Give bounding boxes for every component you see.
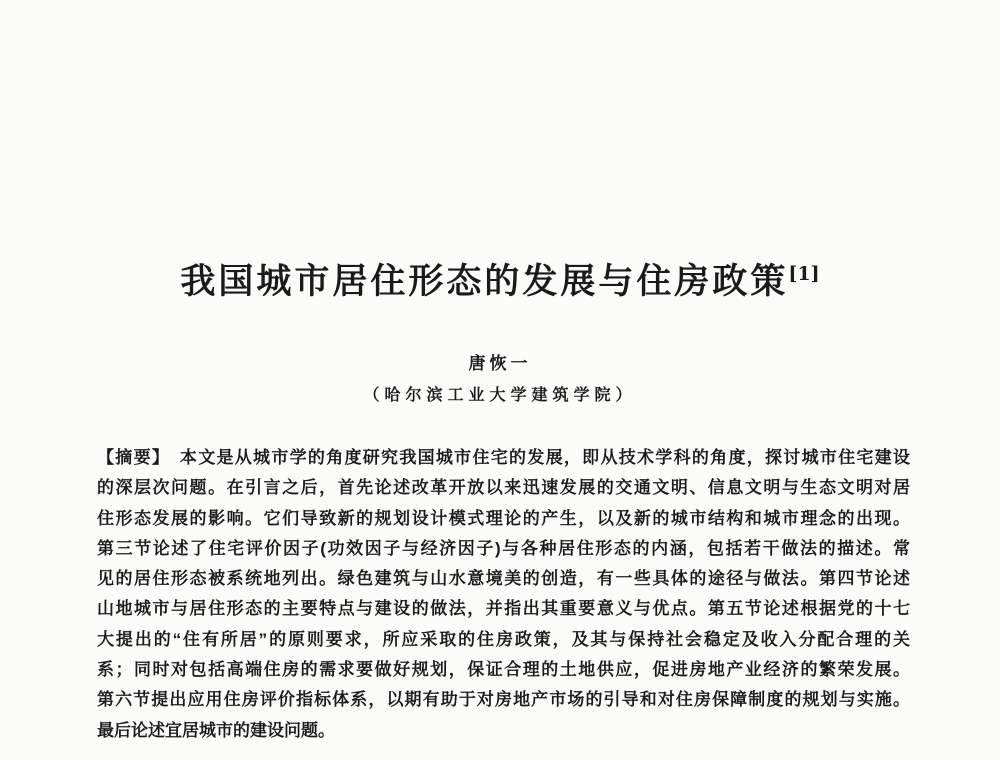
abstract-line: 大提出的“住有所居”的原则要求，所应采取的住房政策，及其与保持社会稳定及收入分配合理的关: [97, 629, 910, 649]
footnote-ref: [1]: [788, 263, 820, 285]
abstract-line: 第六节提出应用住房评价指标体系，以期有助于对房地产市场的引导和对住房保障制度的规划与实施。: [97, 690, 910, 710]
abstract-line: 第三节论述了住宅评价因子(功效因子与经济因子)与各种居住形态的内涵，包括若干做法的描述。常: [97, 538, 910, 558]
abstract-line: 住形态发展的影响。它们导致新的规划设计模式理论的产生，以及新的城市结构和城市理念的出现。: [97, 508, 910, 528]
abstract-line: 最后论述宜居城市的建设问题。: [97, 720, 335, 740]
abstract-line: 见的居住形态被系统地列出。绿色建筑与山水意境美的创造，有一些具体的途径与做法。第四节论述: [97, 569, 910, 589]
author-name: 唐恢一: [468, 354, 532, 373]
abstract-line: 的深层次问题。在引言之后，首先论述改革开放以来迅速发展的交通文明、信息文明与生态文明对居: [97, 478, 910, 498]
abstract-line: 山地城市与居住形态的主要特点与建设的做法，并指出其重要意义与优点。第五节论述根据党的十七: [97, 599, 910, 619]
title-text: 我国城市居住形态的发展与住房政策: [180, 262, 789, 301]
page-title: [0, 250, 1000, 306]
abstract-paragraph: [97, 443, 910, 746]
abstract-line: 系；同时对包括高端住房的需求要做好规划，保证合理的土地供应，促进房地产业经济的繁荣发展。: [97, 660, 910, 680]
affiliation: （哈尔滨工业大学建筑学院）: [363, 387, 637, 404]
abstract-line: 【摘要】 本文是从城市学的角度研究我国城市住宅的发展，即从技术学科的角度，探讨城市住宅建设: [97, 448, 910, 467]
